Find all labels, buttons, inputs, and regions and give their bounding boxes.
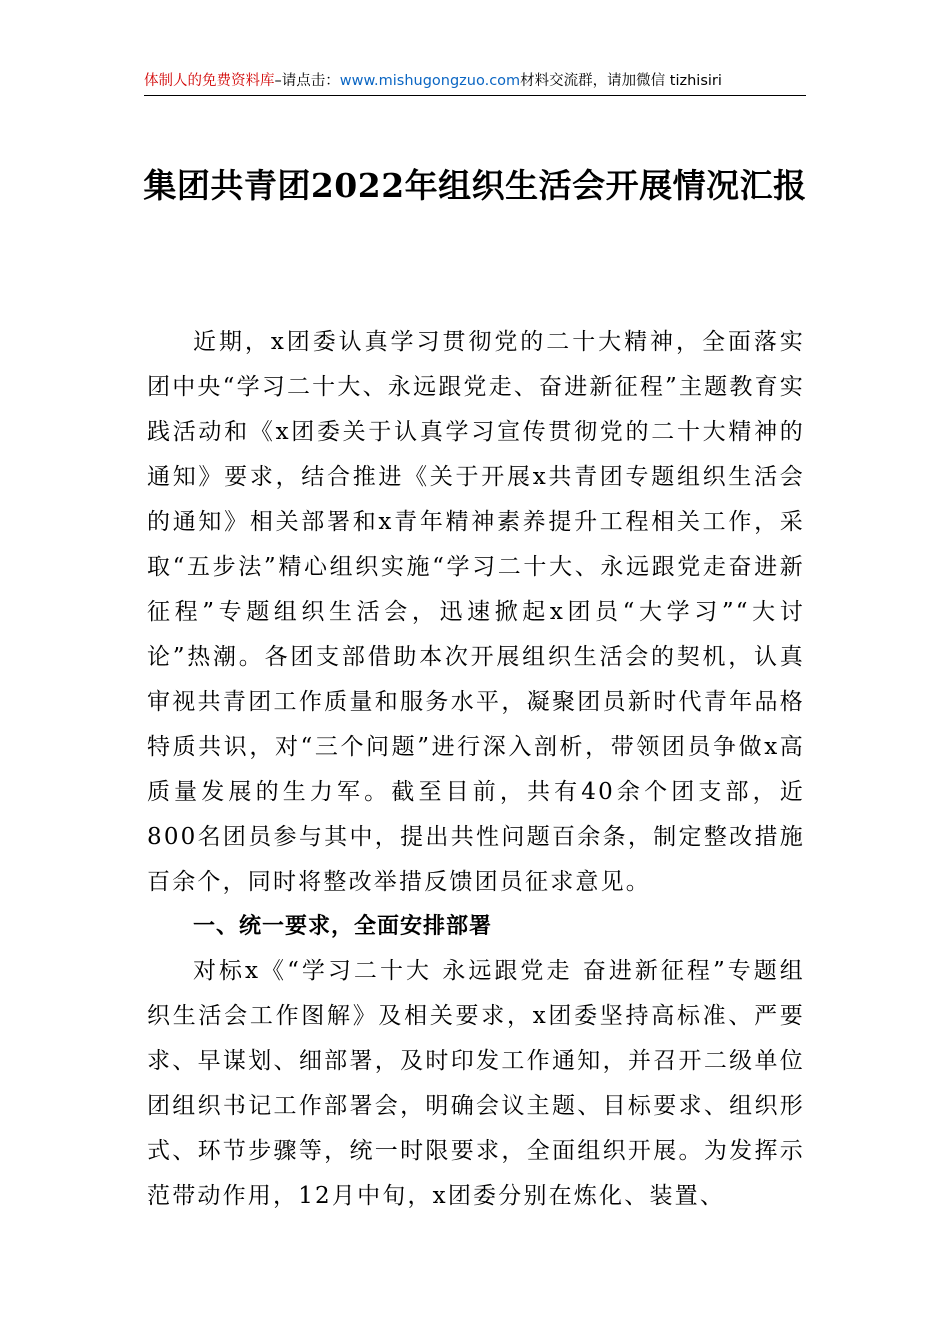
header-divider [144,95,806,96]
page-header [144,70,806,94]
body-paragraph: 对标x《“学习二十大 永远跟党走 奋进新征程”专题组织生活会工作图解》及相关要求，x团委坚持高标准、严要求、早谋划、细部署，及时印发工作通知，并召开二级单位团组织书记工作部署会，明确会议主题、目标要求、组织形式、环节步骤等，统一时限要求，全面组织开展。为发挥示范带动作用，12月中旬，x团委分别在炼化、装置、 [147,958,805,1209]
header-note: 材料交流群，请加微信 tizhisiri [520,73,722,89]
header-prompt: –请点击： [274,73,340,89]
header-brand: 体制人的免费资料库 [144,73,275,89]
document-title: 集团共青团2022年组织生活会开展情况汇报 [143,166,807,205]
body-paragraph: 近期，x团委认真学习贯彻党的二十大精神，全面落实团中央“学习二十大、永远跟党走、奋进新征程”主题教育实践活动和《x团委关于认真学习宣传贯彻党的二十大精神的通知》要求，结合推进《关于开展x共青团专题组织生活会的通知》相关部署和x青年精神素养提升工程相关工作，采取“五步法”精心组织实施“学习二十大、永远跟党走奋进新征程”专题组织生活会，迅速掀起x团员“大学习”“大讨论”热潮。各团支部借助本次开展组织生活会的契机，认真审视共青团工作质量和服务水平，凝聚团员新时代青年品格特质共识，对“三个问题”进行深入剖析，带领团员争做x高质量发展的生力军。截至目前，共有40余个团支部，近800名团员参与其中，提出共性问题百余条，制定整改措施百余个，同时将整改举措反馈团员征求意见。 [147,329,805,895]
section-heading: 一、统一要求，全面安排部署 [193,914,493,939]
document-body [147,320,805,1219]
header-website-link[interactable]: www.mishugongzuo.com [339,73,521,89]
